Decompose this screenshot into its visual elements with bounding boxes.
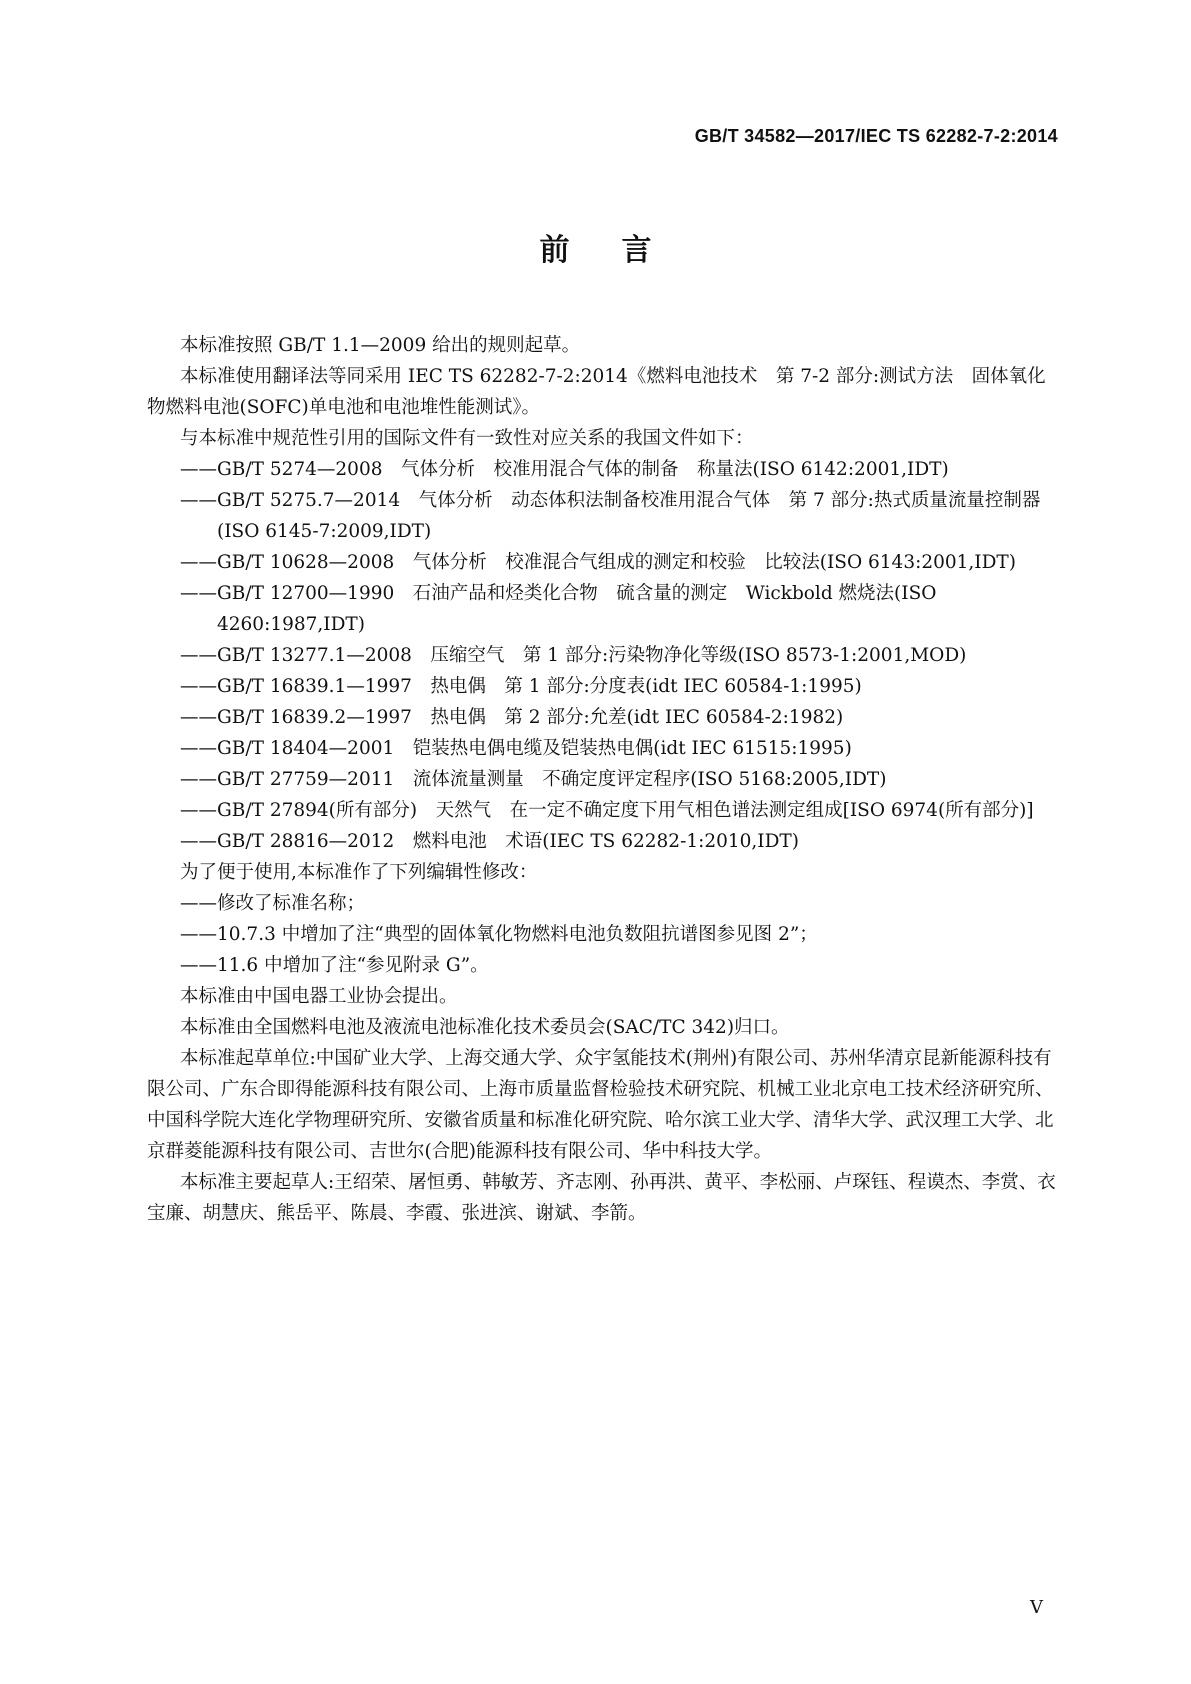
reference-text: GB/T 16839.2—1997 热电偶 第 2 部分:允差(idt IEC 60584-2:1982) [217,707,844,728]
paragraph-adoption [147,361,1060,423]
dash-marker: —— [180,893,217,914]
paragraph-drafting-rules: 本标准按照 GB/T 1.1—2009 给出的规则起草。 [180,335,581,356]
paragraph-proposer: 本标准由中国电器工业协会提出。 [180,986,458,1007]
edit-item [180,950,1060,981]
reference-text: GB/T 16839.1—1997 热电偶 第 1 部分:分度表(idt IEC 60584-1:1995) [217,676,862,697]
paragraph-adoption-text: 本标准使用翻译法等同采用 IEC TS 62282-7-2:2014《燃料电池技术 第 7-2 部分:测试方法 固体氧化物燃料电池(SOFC)单电池和电池堆性能测试》。 [147,366,1046,418]
dash-marker: —— [180,583,217,604]
dash-marker: —— [180,459,217,480]
dash-marker: —— [180,769,217,790]
reference-item [180,640,1060,671]
edit-text: 11.6 中增加了注“参见附录 G”。 [217,955,489,976]
paragraph-correspondence-intro: 与本标准中规范性引用的国际文件有一致性对应关系的我国文件如下： [180,428,754,449]
reference-text: GB/T 13277.1—2008 压缩空气 第 1 部分:污染物净化等级(ISO 8573-1:2001,MOD) [217,645,967,666]
paragraph-responsible-committee: 本标准由全国燃料电池及液流电池标准化技术委员会(SAC/TC 342)归口。 [180,1017,790,1038]
standard-number-header: GB/T 34582—2017/IEC TS 62282-7-2:2014 [694,126,1058,146]
dash-marker: —— [180,645,217,666]
dash-marker: —— [180,831,217,852]
dash-marker: —— [180,707,217,728]
reference-item [180,671,1060,702]
paragraph-drafting-units-text: 本标准起草单位:中国矿业大学、上海交通大学、众宇氢能技术(荆州)有限公司、苏州华清京昆新能源科技有限公司、广东合即得能源科技有限公司、上海市质量监督检验技术研究院、机械工业北京电工技术经济研究所、中国科学院大连化学物理研究所、安徽省质量和标准化研究院、哈尔滨工业大学、清华大学、武汉理工大学、北京群菱能源科技有限公司、吉世尔(合肥)能源科技有限公司、华中科技大学。 [147,1048,1054,1162]
dash-marker: —— [180,676,217,697]
reference-text: GB/T 12700—1990 石油产品和烃类化合物 硫含量的测定 Wickbold 燃烧法(ISO 4260:1987,IDT) [217,583,937,635]
paragraph-edits-intro: 为了便于使用,本标准作了下列编辑性修改： [180,862,538,883]
reference-item [180,764,1060,795]
reference-text: GB/T 28816—2012 燃料电池 术语(IEC TS 62282-1:2010,IDT) [217,831,799,852]
dash-marker: —— [180,738,217,759]
edit-item [180,888,1060,919]
reference-text: GB/T 27759—2011 流体流量测量 不确定度评定程序(ISO 5168:2005,IDT) [217,769,887,790]
paragraph-drafting-units [147,1043,1060,1167]
edit-text: 修改了标准名称； [217,893,366,914]
page-number: V [1030,1597,1043,1618]
reference-item [180,733,1060,764]
paragraph-drafters-text: 本标准主要起草人:王绍荣、屠恒勇、韩敏芳、齐志刚、孙再洪、黄平、李松丽、卢琛钰、程谟杰、李赏、衣宝廉、胡慧庆、熊岳平、陈晨、李霞、张进滨、谢斌、李箭。 [147,1172,1056,1224]
reference-text: GB/T 18404—2001 铠装热电偶电缆及铠装热电偶(idt IEC 61515:1995) [217,738,852,759]
reference-item [180,826,1060,857]
dash-marker: —— [180,955,217,976]
reference-item [180,578,1060,640]
document-body [147,330,1060,1229]
reference-text: GB/T 5274—2008 气体分析 校准用混合气体的制备 称量法(ISO 6142:2001,IDT) [217,459,949,480]
dash-marker: —— [180,490,217,511]
reference-item [180,547,1060,578]
reference-text: GB/T 27894(所有部分) 天然气 在一定不确定度下用气相色谱法测定组成[ISO 6974(所有部分)] [217,800,1034,821]
paragraph-drafters [147,1167,1060,1229]
dash-marker: —— [180,924,217,945]
dash-marker: —— [180,552,217,573]
reference-text: GB/T 5275.7—2014 气体分析 动态体积法制备校准用混合气体 第 7 部分:热式质量流量控制器(ISO 6145-7:2009,IDT) [217,490,1041,542]
reference-text: GB/T 10628—2008 气体分析 校准混合气组成的测定和校验 比较法(ISO 6143:2001,IDT) [217,552,1016,573]
page-title: 前言 [539,233,704,268]
edit-text: 10.7.3 中增加了注“典型的固体氧化物燃料电池负数阻抗谱图参见图 2”； [217,924,818,945]
reference-item [180,702,1060,733]
edit-item [180,919,1060,950]
reference-item [180,795,1060,826]
reference-item [180,485,1060,547]
reference-item [180,454,1060,485]
dash-marker: —— [180,800,217,821]
